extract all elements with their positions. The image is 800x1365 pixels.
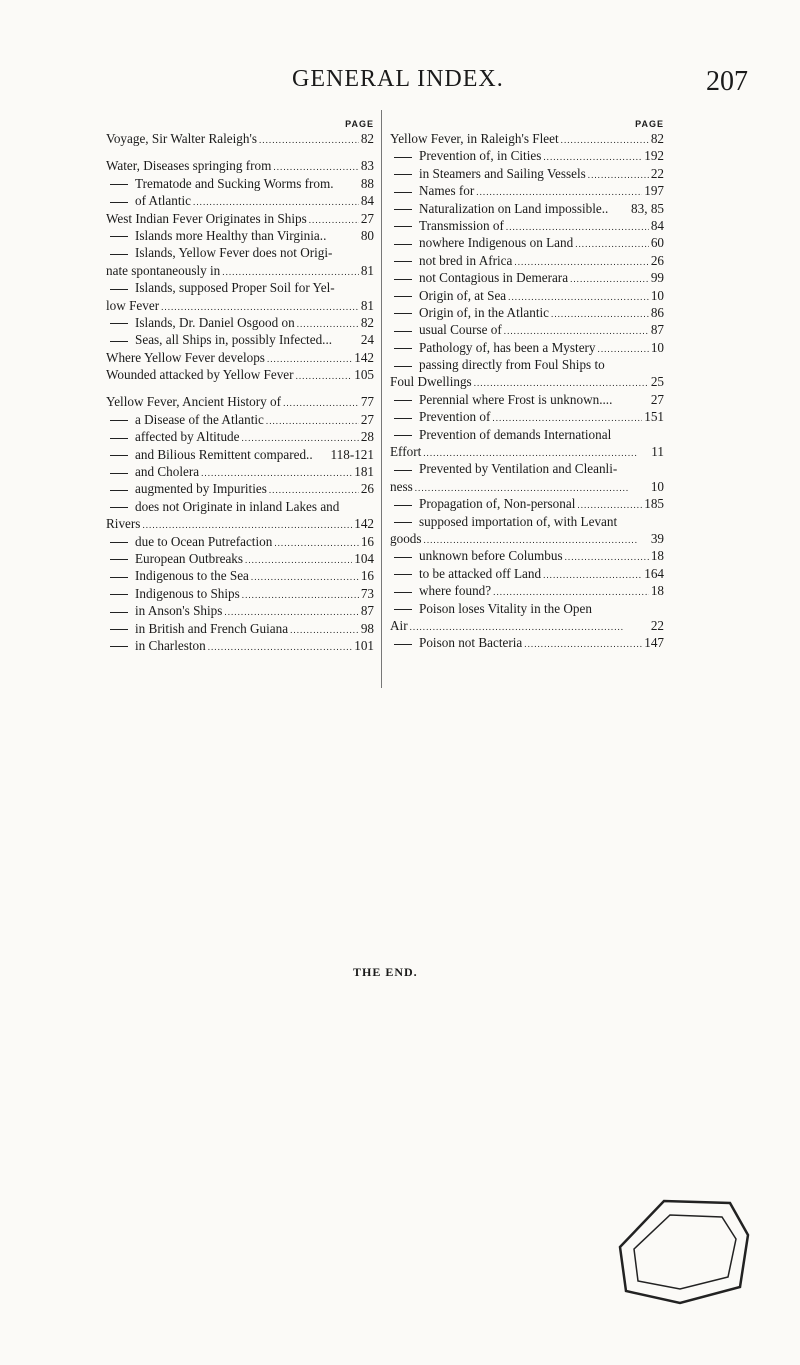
leader-dots: [492, 408, 642, 427]
leader-dots: [259, 130, 359, 149]
index-entry-text: Indigenous to the Sea: [106, 567, 249, 584]
page-reference: 147: [644, 635, 664, 651]
page-reference: 73: [360, 585, 374, 601]
index-entry-text: Yellow Fever, Ancient History of: [106, 394, 282, 410]
index-entry-text: and Cholera: [106, 463, 199, 480]
index-entry-text: Islands more Healthy than Virginia..: [106, 227, 326, 244]
leader-dots: [296, 366, 353, 385]
page-reference: 18: [650, 583, 664, 599]
index-entry-text: Voyage, Sir Walter Raleigh's: [106, 131, 257, 146]
library-stamp-icon: [612, 1195, 752, 1305]
index-entry: [390, 200, 664, 217]
index-entry: [106, 602, 374, 619]
page-reference: 84: [650, 217, 664, 233]
index-entry-text: Islands, Dr. Daniel Osgood on: [106, 314, 295, 331]
leader-dots: [524, 634, 642, 653]
index-entry: [106, 533, 374, 550]
leader-dots: [493, 582, 649, 601]
index-entry-text: Islands, Yellow Fever does not Origi-: [106, 244, 374, 261]
index-entry: [106, 366, 374, 383]
index-entry-text: Air: [390, 617, 408, 633]
page-reference: 27: [650, 391, 664, 407]
index-entry: [106, 463, 374, 480]
page-reference: 86: [650, 304, 664, 320]
index-entry: [106, 227, 374, 244]
index-entry-text: where found?: [390, 582, 491, 599]
page-reference: 83: [360, 158, 374, 174]
page-column-label: PAGE: [345, 119, 374, 129]
page-reference: 60: [650, 235, 664, 251]
index-entry-text: usual Course of: [390, 321, 502, 338]
index-entry: [106, 314, 374, 331]
index-entry-text: in British and French Guiana: [106, 620, 288, 637]
index-entry: [106, 130, 374, 147]
index-entry: [390, 495, 664, 512]
index-entry: [106, 637, 374, 654]
page-reference: 22: [650, 617, 664, 633]
index-entry: [390, 408, 664, 425]
page-reference: 11: [651, 444, 664, 460]
page-reference: 80: [360, 227, 374, 243]
leader-dots: [208, 637, 353, 656]
page-reference: 82: [650, 131, 664, 146]
index-entry-text: Rivers: [106, 516, 141, 532]
index-entry-text: Effort: [390, 444, 422, 460]
index-entry: [106, 331, 374, 348]
page-reference: 181: [354, 464, 374, 480]
index-entry: [106, 620, 374, 637]
index-entry-text: Wounded attacked by Yellow Fever: [106, 367, 294, 383]
index-entry: [106, 157, 374, 174]
index-entry: [106, 446, 374, 463]
running-title: GENERAL INDEX.: [292, 66, 504, 92]
index-entry-text: Poison loses Vitality in the Open: [390, 600, 664, 617]
index-entry: [106, 349, 374, 366]
index-entry-text: Yellow Fever, in Raleigh's Fleet: [390, 131, 559, 146]
page-reference: 101: [354, 637, 374, 653]
index-entry-text: supposed importation of, with Levant: [390, 513, 664, 530]
index-column-left: [106, 118, 374, 654]
index-entry: [390, 373, 664, 390]
index-entry: [390, 217, 664, 234]
index-entry-text: nate spontaneously in: [106, 262, 221, 278]
index-entry: [390, 617, 664, 634]
page-number: 207: [706, 66, 748, 97]
page-reference: 10: [650, 287, 664, 303]
index-entry-text: Prevented by Ventilation and Cleanli-: [390, 460, 664, 477]
index-entry: [390, 252, 664, 269]
the-end-text: THE END.: [353, 965, 418, 979]
page-reference: 16: [360, 533, 374, 549]
index-entry-text: due to Ocean Putrefaction: [106, 533, 272, 550]
index-entry-text: passing directly from Foul Ships to: [390, 356, 664, 373]
index-entry-text: West Indian Fever Originates in Ships: [106, 210, 307, 226]
page-reference: 10: [650, 478, 664, 494]
index-entry: [106, 428, 374, 445]
index-entry: [390, 147, 664, 164]
page-reference: 27: [360, 411, 374, 427]
leader-dots: [577, 495, 642, 514]
page-reference: 98: [360, 620, 374, 636]
page-reference: 82: [360, 131, 374, 146]
index-entry: [390, 182, 664, 199]
page-reference: 83, 85: [631, 200, 664, 216]
index-entry: [390, 130, 664, 147]
page-reference: 26: [650, 252, 664, 268]
index-entry: [390, 339, 664, 356]
leader-dots: [598, 339, 649, 358]
page-reference: 84: [360, 193, 374, 209]
index-entry-text: Trematode and Sucking Worms from.: [106, 175, 334, 192]
index-entry-text: augmented by Impurities: [106, 480, 267, 497]
page-reference: 151: [644, 409, 664, 425]
index-entry-text: Poison not Bacteria: [390, 634, 522, 651]
index-entry-text: Indigenous to Ships: [106, 585, 240, 602]
page-reference: 118-121: [330, 446, 374, 462]
index-entry: [106, 393, 374, 410]
page-reference: 39: [650, 530, 664, 546]
index-entry: [390, 530, 664, 547]
index-entry-text: Origin of, at Sea: [390, 287, 506, 304]
index-entry-text: Origin of, in the Atlantic: [390, 304, 549, 321]
index-entry-text: Perennial where Frost is unknown....: [390, 391, 612, 408]
index-entry: [106, 515, 374, 532]
index-entry: [106, 550, 374, 567]
page-reference: 77: [360, 394, 374, 410]
page-reference: 81: [360, 297, 374, 313]
index-entry: [106, 262, 374, 279]
page-reference: 10: [650, 339, 664, 355]
index-entry: [390, 634, 664, 651]
index-entry: [106, 210, 374, 227]
index-entry-text: not bred in Africa: [390, 252, 512, 269]
index-entry-text: low Fever: [106, 297, 160, 313]
leader-dots: [269, 480, 359, 499]
page-reference: 16: [360, 568, 374, 584]
index-entry: [106, 480, 374, 497]
page-reference: 192: [644, 148, 664, 164]
index-entry-text: Naturalization on Land impossible..: [390, 200, 608, 217]
index-entry-text: Names for: [390, 182, 474, 199]
index-entry: [106, 175, 374, 192]
index-entry: [390, 304, 664, 321]
page-reference: 197: [644, 183, 664, 199]
index-entry: [390, 165, 664, 182]
index-entry: [390, 287, 664, 304]
page-reference: 104: [354, 550, 374, 566]
index-entry-text: ness: [390, 478, 413, 494]
index-entry-text: Islands, supposed Proper Soil for Yel-: [106, 279, 374, 296]
page-reference: 88: [360, 175, 374, 191]
index-entry-text: of Atlantic: [106, 192, 191, 209]
index-entry: [106, 585, 374, 602]
page-reference: 18: [650, 548, 664, 564]
page-reference: 24: [360, 332, 374, 348]
index-entry-text: a Disease of the Atlantic: [106, 411, 264, 428]
index-entry-text: does not Originate in inland Lakes and: [106, 498, 374, 515]
index-entry: [390, 391, 664, 408]
index-entry-text: Pathology of, has been a Mystery: [390, 339, 596, 356]
index-entry: [390, 565, 664, 582]
index-entries-right: [390, 130, 664, 652]
index-entry: [106, 411, 374, 428]
page-reference: 27: [360, 210, 374, 226]
column-divider: [381, 110, 382, 688]
index-entry-text: affected by Altitude: [106, 428, 240, 445]
index-column-right: [390, 118, 664, 652]
index-entry-text: unknown before Columbus: [390, 547, 563, 564]
page-reference: 99: [650, 270, 664, 286]
page-reference: 164: [644, 565, 664, 581]
index-entry-text: not Contagious in Demerara: [390, 269, 568, 286]
index-entry-text: Prevention of, in Cities: [390, 147, 541, 164]
index-entry: [106, 567, 374, 584]
index-entry-text: Transmission of: [390, 217, 504, 234]
page-reference: 81: [360, 262, 374, 278]
page-reference: 25: [650, 374, 664, 390]
index-entry-text: to be attacked off Land: [390, 565, 541, 582]
page-reference: 22: [650, 165, 664, 181]
index-entry: [390, 269, 664, 286]
page-reference: 185: [644, 496, 664, 512]
index-entry: [390, 478, 664, 495]
index-entry-text: goods: [390, 530, 422, 546]
index-entry-text: nowhere Indigenous on Land: [390, 234, 573, 251]
index-entry: [390, 321, 664, 338]
index-entry-text: European Outbreaks: [106, 550, 243, 567]
index-entry-text: Prevention of demands International: [390, 426, 664, 443]
index-entry-text: Where Yellow Fever develops: [106, 349, 265, 365]
index-entry: [390, 547, 664, 564]
index-entry: [106, 192, 374, 209]
page-reference: 142: [354, 349, 374, 365]
page-reference: 28: [360, 429, 374, 445]
index-entry-text: Foul Dwellings: [390, 374, 472, 390]
index-entry-text: Prevention of: [390, 408, 490, 425]
page-reference: 142: [354, 516, 374, 532]
page-reference: 87: [360, 603, 374, 619]
index-entry-text: Propagation of, Non-personal: [390, 495, 575, 512]
index-entry: [390, 234, 664, 251]
index-entries-left: [106, 130, 374, 654]
running-header: [0, 66, 800, 100]
page-column-label: PAGE: [635, 119, 664, 129]
index-entry-text: and Bilious Remittent compared..: [106, 446, 313, 463]
page-reference: 105: [354, 367, 374, 383]
index-entry-text: in Steamers and Sailing Vessels: [390, 165, 586, 182]
index-entry: [390, 443, 664, 460]
index-entry-text: Water, Diseases springing from: [106, 158, 272, 174]
page-reference: 82: [360, 314, 374, 330]
index-entry-text: in Anson's Ships: [106, 602, 222, 619]
page-reference: 26: [360, 481, 374, 497]
index-entry: [390, 582, 664, 599]
index-entry-text: Seas, all Ships in, possibly Infected...: [106, 331, 332, 348]
index-entry-text: in Charleston: [106, 637, 206, 654]
index-entry: [106, 297, 374, 314]
page-reference: 87: [650, 322, 664, 338]
